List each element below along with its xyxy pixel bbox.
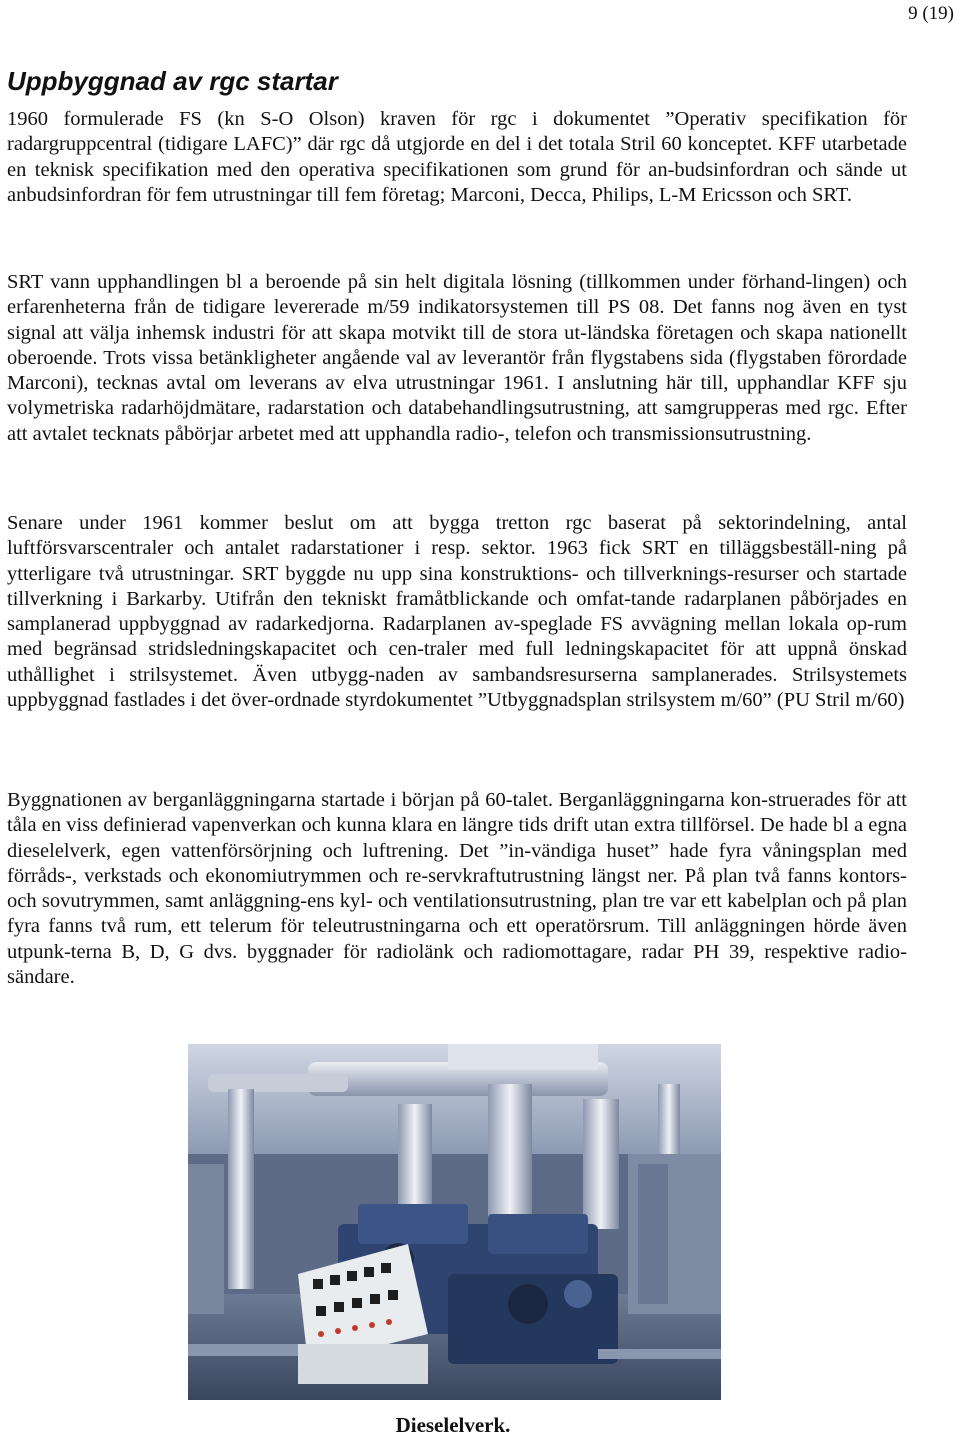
paragraph-2: SRT vann upphandlingen bl a beroende på sin helt digitala lösning (tillkommen under förhand-lingen) och erfarenheterna från de tidigare levererade m/59 indikatorsystemen till PS 08. Det fanns nog även en tyst signal att välja inhemsk industri för att skapa motvikt till de stora ut-ländska företagen och skapa nationellt oberoende. Trots vissa betänkligheter angående val av leverantör från flygstabens sida (flygstaben förordade Marconi), tecknas avtal om leverans av elva utrustningar 1961. I anslutning här till, upphandlar KFF sju volymetriska radarhöjdmätare, radarstation och databehandlingsutrustning, att samgrupperas med rgc. Efter att avtalet tecknats påbörjar arbetet med att upphandla radio-, telefon och transmissionsutrustning. bbox=[7, 271, 907, 445]
page-number: 9 (19) bbox=[908, 3, 954, 24]
paragraph-4: Byggnationen av berganläggningarna startade i början på 60-talet. Berganläggningarna kon-struerades för att tåla en viss definierad vapenverkan och kunna klara en längre tids drift utan extra tillförsel. De hade bl a egna dieselelverk, egen vattenförsörjning och luftrening. Det ”in-vändiga huset” hade fyra våningsplan med förråds-, verkstads och ekonomiutrymmen och re-servkraftutrustning längst ner. På plan två fanns kontors- och sovutrymmen, samt anläggning-ens kyl- och ventilationsutrustning, plan tre var ett kabelplan och på plan fyra fanns två rum, ett telerum för teleutrustningarna och ett operatörsrum. Till anläggningen hörde även utpunk-terna B, D, G dvs. byggnader för radiolänk och radiomottagare, radar PH 39, respektive radio-sändare. bbox=[7, 789, 907, 989]
diesel-generator-photo bbox=[188, 1044, 721, 1400]
section-heading: Uppbyggnad av rgc startar bbox=[7, 66, 338, 96]
paragraph-1: 1960 formulerade FS (kn S-O Olson) kraven för rgc i dokumentet ”Operativ specifikation för radargruppcentral (tidigare LAFC)” där rgc då utgjorde en del i det totala Stril 60 konceptet. KFF utarbetade en teknisk specifikation med den operativa specifikationen som grund för an-budsinfordran och sände ut anbudsinfordran för fem utrustningar till fem företag; Marconi, Decca, Philips, L-M Ericsson och SRT. bbox=[7, 108, 907, 206]
photo-caption: Dieselelverk. bbox=[395, 1413, 511, 1437]
paragraph-3: Senare under 1961 kommer beslut om att bygga tretton rgc baserat på sektorindelning, antal luftförsvarscentraler och antalet radarstationer i resp. sektor. 1963 fick SRT en tilläggsbeställ-ning på ytterligare två utrustningar. SRT byggde nu upp sina konstruktions- och tillverknings-resurser och startade tillverkning i Barkarby. Utifrån den tekniskt framåtblickande och omfat-tande radarplanen påbörjades en samplanerad uppbyggnad av radarkedjorna. Radarplanen av-speglade FS avvägning mellan lokala op-rum med begränsad stridsledningskapacitet och cen-traler med full ledningskapacitet för att uppnå önskad uthållighet i strilsystemet. Även utbygg-naden av sambandsresurserna samplanerades. Strilsystemets uppbyggnad fastlades i det över-ordnade styrdokumentet ”Utbyggnadsplan strilsystem m/60” (PU Stril m/60) bbox=[7, 512, 907, 712]
